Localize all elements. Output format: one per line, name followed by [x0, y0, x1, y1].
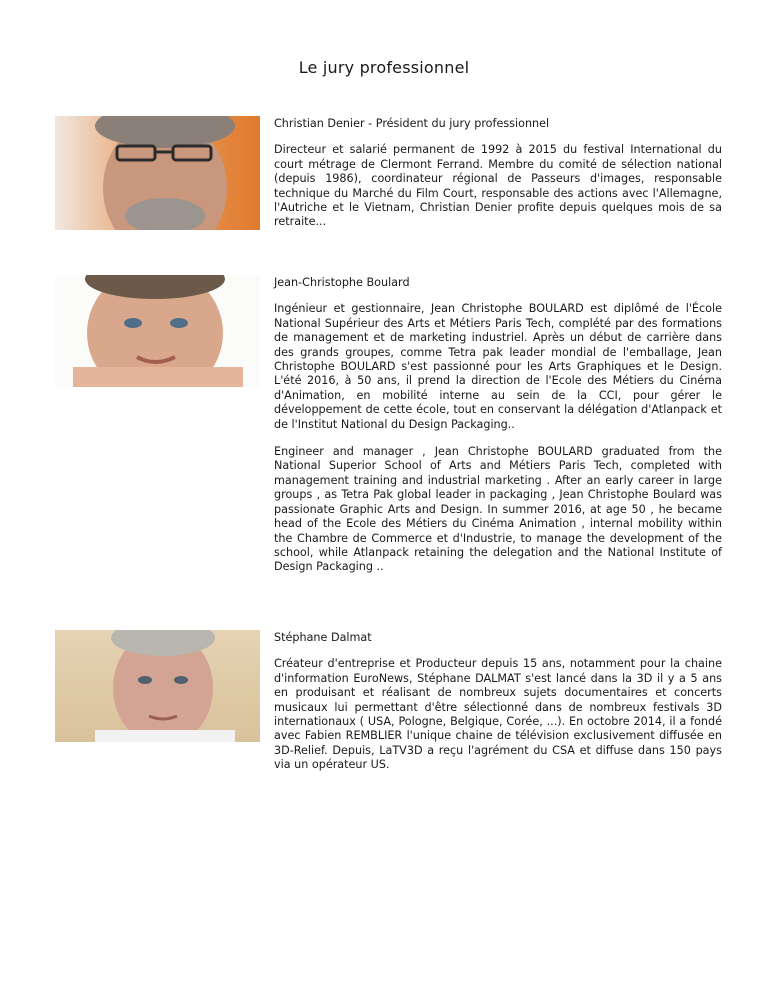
jury-member-bio: Ingénieur et gestionnaire, Jean Christophe BOULARD est diplômé de l'École National Supérieur des Arts et Métiers Paris Tech, complété par des formations de management et de marketing industriel. Après un début de carrière dans des grands groupes, comme Tetra pak leader mondial de l'emballage, Jean Christophe BOULARD s'est passionné pour les Arts Graphiques et le Design. L'été 2016, à 50 ans, il prend la direction de l'Ecole des Métiers du Cinéma d'Animation, en mobilité interne au sein de la CCI, pour gérer le développement de cette école, tout en conservant la délégation d'Atlanpack et de l'Institut National du Design Packaging..	[274, 302, 722, 431]
jury-member-bio: Créateur d'entreprise et Producteur depuis 15 ans, notamment pour la chaine d'information EuroNews, Stéphane DALMAT s'est lancé dans la 3D il y a 5 ans en produisant et réalisant de nombreux sujets documentaires et concerts musicaux lui permettant d'être sélectionné dans de nombreux festivals 3D internationaux ( USA, Pologne, Belgique, Corée, ...). En octobre 2014, il a fondé avec Fabien REMBLIER l'unique chaine de télévision exclusivement diffusée en 3D-Relief. Depuis, LaTV3D a reçu l'agrément du CSA et diffuse dans 150 pays via un opérateur US.	[274, 657, 722, 772]
portrait-image	[55, 275, 260, 387]
jury-entry-christian-denier	[274, 117, 722, 230]
portrait-stephane-dalmat	[55, 630, 260, 742]
jury-entry-jean-christophe-boulard	[274, 276, 722, 575]
jury-member-name: Jean-Christophe Boulard	[274, 276, 410, 289]
jury-member-bio-english: Engineer and manager , Jean Christophe BOULARD graduated from the National Superior School of Arts and Métiers Paris Tech, completed with management training and industrial marketing . After an early career in large groups , as Tetra Pak global leader in packaging , Jean Christophe Boulard was passionate Graphic Arts and Design. In summer 2016, at age 50 , he became head of the Ecole des Métiers du Cinéma Animation , internal mobility within the Chambre de Commerce et d'Industrie, to manage the development of the school, while Atlanpack retaining the delegation and the National Institute of Design Packaging ..	[274, 445, 722, 574]
jury-member-name: Stéphane Dalmat	[274, 631, 372, 644]
portrait-christian-denier	[55, 116, 260, 230]
portrait-image	[55, 116, 260, 230]
portrait-image	[55, 630, 260, 742]
page-title: Le jury professionnel	[298, 58, 470, 77]
jury-member-name: Christian Denier - Président du jury professionnel	[274, 117, 550, 130]
jury-entry-stephane-dalmat	[274, 631, 722, 773]
portrait-jean-christophe-boulard	[55, 275, 260, 387]
jury-member-bio: Directeur et salarié permanent de 1992 à 2015 du festival International du court métrage de Clermont Ferrand. Membre du comité de sélection national (depuis 1986), coordinateur régional de Passeurs d'images, responsable technique du Marché du Film Court, responsable des actions avec l'Allemagne, l'Autriche et le Vietnam, Christian Denier profite depuis quelques mois de sa retraite...	[274, 143, 722, 229]
